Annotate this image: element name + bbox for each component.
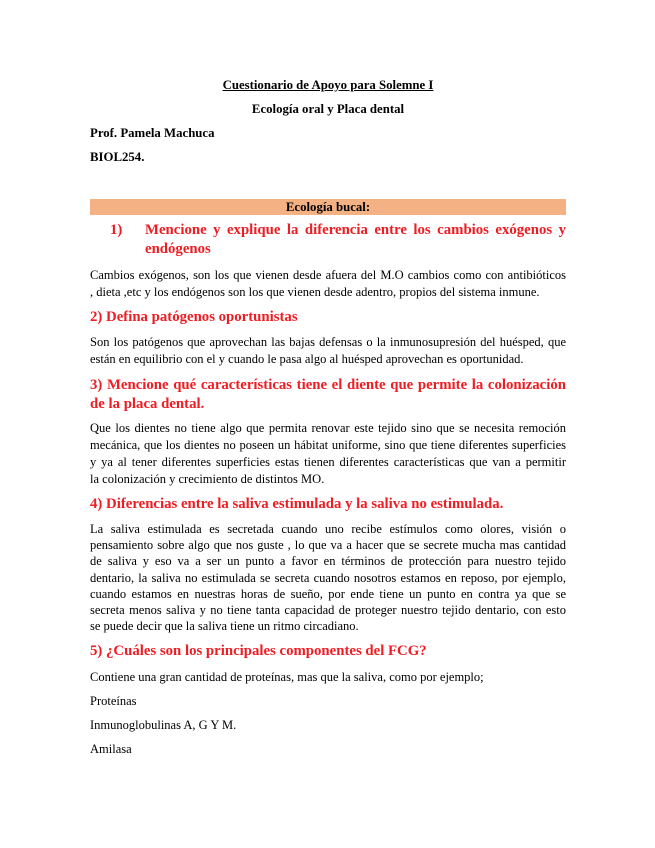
answer-1-line: , dieta ,etc y los endógenos son los que vienen desde adentro, propios del sistema inmune.	[90, 285, 540, 299]
answer-4-line: dentario, la saliva no estimulada se secreta cuando nosotros estamos en reposo, por ejemplo,	[90, 570, 566, 585]
answer-1-line: Cambios exógenos, son los que vienen desde afuera del M.O cambios como con antibióticos	[90, 268, 566, 282]
question-2	[90, 308, 566, 327]
component-item: Amilasa	[90, 742, 132, 756]
section-band	[90, 199, 566, 215]
document-subtitle: Ecología oral y Placa dental	[251, 102, 405, 116]
answer-3	[90, 420, 566, 488]
answer-3-line: mecánica, que los dientes no poseen un hábitat uniforme, sino que tiene diferentes superficies	[90, 438, 566, 452]
question-2-number: 2)	[90, 309, 103, 325]
answer-4-line: secreta menos saliva y no tiene tanta capacidad de proteger nuestro tejido dentario, con esto	[90, 603, 566, 618]
question-5	[90, 642, 566, 661]
question-4	[90, 495, 566, 514]
answer-2-line: Son los patógenos que aprovechan las bajas defensas o la inmunosupresión del huésped, que	[90, 335, 566, 349]
question-1-number: 1)	[110, 222, 123, 238]
answer-5-intro: Contiene una gran cantidad de proteínas, mas que la saliva, como por ejemplo;	[90, 670, 484, 684]
section-heading: Ecología bucal:	[285, 200, 371, 214]
question-4-number: 4)	[90, 496, 103, 512]
answer-4-line: se puede decir que la saliva tiene un ritmo circadiano.	[90, 619, 359, 634]
question-3-number: 3)	[90, 377, 103, 393]
question-5-number: 5)	[90, 643, 103, 659]
course-code: BIOL254.	[90, 150, 145, 164]
answer-4-line: de saliva y eso va a ser un punto a favor en términos de protección para nuestro tejido	[90, 554, 566, 569]
answer-2	[90, 334, 566, 368]
answer-1	[90, 267, 566, 301]
answer-4-line: pensamiento sobre algo que nos guste , lo que va a hacer que se secrete mucha mas cantidad	[90, 538, 566, 553]
question-5-text: ¿Cuáles son los principales componentes del FCG?	[106, 643, 427, 659]
answer-2-line: están en equilibrio con el y cuando le pasa algo al huésped aprovechan es oportunidad.	[90, 352, 524, 366]
answer-3-line: Que los dientes no tiene algo que permita renovar este tejido sino que se necesita remoción	[90, 421, 566, 435]
professor-name: Prof. Pamela Machuca	[90, 126, 215, 140]
answer-4-line: cuando estamos en nuestras horas de sueño, por ende tiene un punto en contra ya que se	[90, 586, 566, 601]
question-3-text: Mencione qué características tiene el diente que permite la colonización de la placa dental.	[90, 377, 566, 412]
answer-3-line: la colonización y crecimiento de distintos MO.	[90, 472, 325, 486]
component-item: Inmunoglobulinas A, G Y M.	[90, 718, 237, 732]
answer-3-line: y ya al tener diferentes superficies estas tienen diferentes características que van a permitir	[90, 455, 566, 469]
question-1	[90, 221, 566, 259]
document-title: Cuestionario de Apoyo para Solemne I	[222, 78, 434, 92]
question-2-text: Defina patógenos oportunistas	[106, 309, 298, 325]
question-3	[90, 376, 566, 414]
question-1-text: Mencione y explique la diferencia entre los cambios exógenos y endógenos	[145, 222, 566, 257]
answer-4-line: La saliva estimulada es secretada cuando uno recibe estímulos como olores, visión o	[90, 522, 566, 536]
answer-4	[90, 521, 566, 634]
question-4-text: Diferencias entre la saliva estimulada y la saliva no estimulada.	[106, 496, 504, 512]
component-item: Proteínas	[90, 694, 137, 708]
